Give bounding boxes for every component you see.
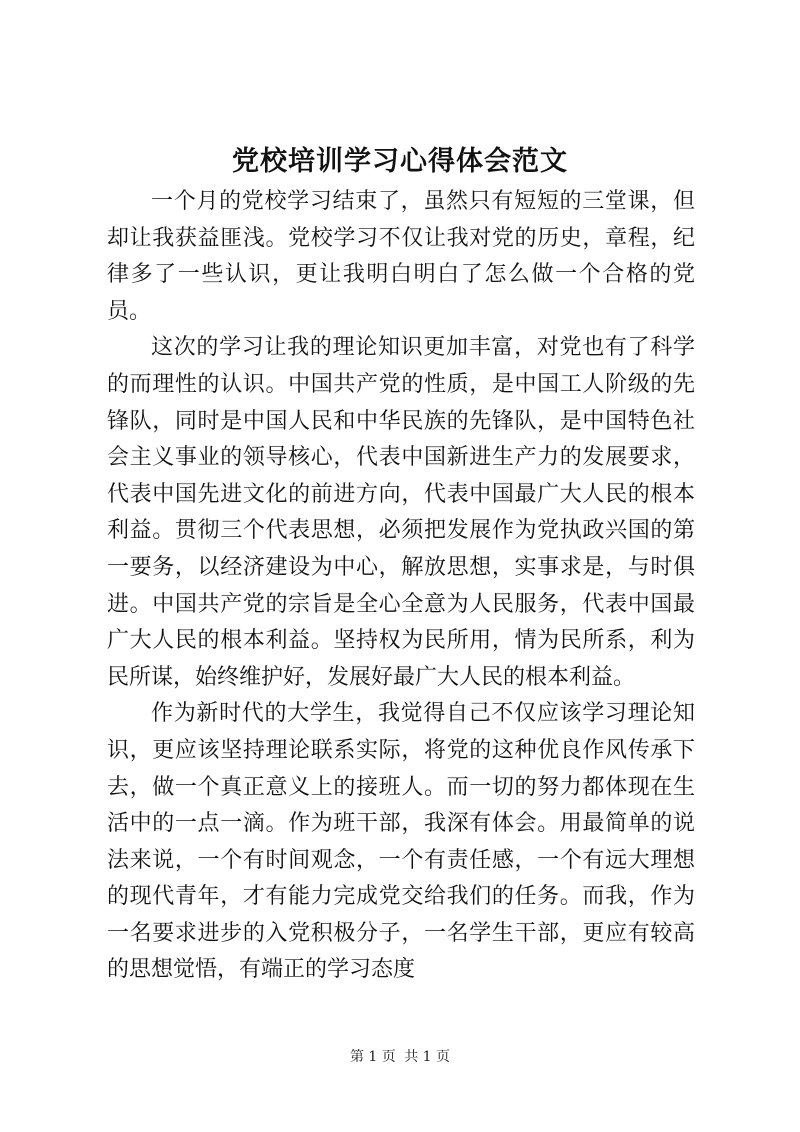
paragraph-3: 作为新时代的大学生，我觉得自己不仅应该学习理论知识，更应该坚持理论联系实际，将党的这种优良作风传承下去，做一个真正意义上的接班人。而一切的努力都体现在生活中的一点一滴。作为班干部，我深有体会。用最简单的说法来说，一个有时间观念，一个有责任感，一个有远大理想的现代青年，才有能力完成党交给我们的任务。而我，作为一名要求进步的入党积极分子，一名学生干部，更应有较高的思想觉悟，有端正的学习态度: [107, 701, 695, 983]
document-body: [107, 184, 695, 989]
document-title: 党校培训学习心得体会范文: [232, 146, 568, 177]
page-number: 第 1 页: [349, 1049, 396, 1065]
paragraph-1: 一个月的党校学习结束了，虽然只有短短的三堂课，但却让我获益匪浅。党校学习不仅让我对党的历史，章程，纪律多了一些认识，更让我明白明白了怎么做一个合格的党员。: [107, 189, 695, 324]
page-total: 共 1 页: [404, 1049, 451, 1065]
page-footer: [0, 1047, 800, 1067]
paragraph-2: 这次的学习让我的理论知识更加丰富，对党也有了科学的而理性的认识。中国共产党的性质，是中国工人阶级的先锋队，同时是中国人民和中华民族的先锋队，是中国特色社会主义事业的领导核心，代表中国新进生产力的发展要求，代表中国先进文化的前进方向，代表中国最广大人民的根本利益。贯彻三个代表思想，必须把发展作为党执政兴国的第一要务，以经济建设为中心，解放思想，实事求是，与时俱进。中国共产党的宗旨是全心全意为人民服务，代表中国最广大人民的根本利益。坚持权为民所用，情为民所系，利为民所谋，始终维护好，发展好最广大人民的根本利益。: [107, 335, 695, 690]
